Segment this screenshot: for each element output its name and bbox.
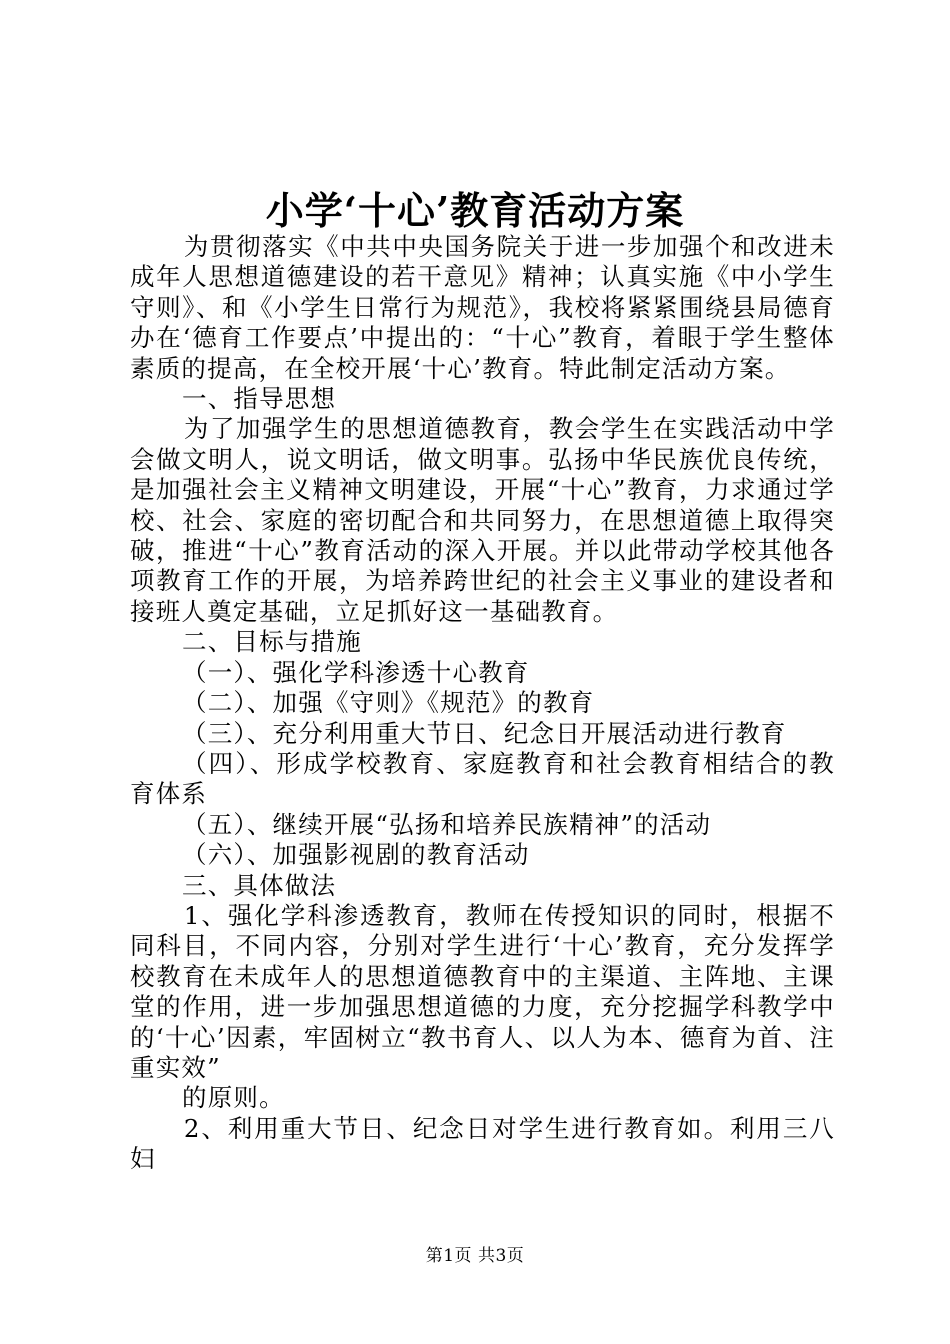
measure-item-4: （四）、形成学校教育、家庭教育和社会教育相结合的教育体系 — [130, 748, 835, 809]
measure-item-6: （六）、加强影视剧的教育活动 — [182, 840, 530, 870]
method-paragraph-2: 2、利用重大节日、纪念日对学生进行教育如。利用三八妇 — [130, 1113, 835, 1174]
section-heading-goals-measures: 二、目标与措施 — [182, 627, 362, 657]
measure-item-2: （二）、加强《守则》《规范》的教育 — [182, 688, 595, 718]
method-paragraph-1-tail: 的原则。 — [182, 1083, 285, 1113]
document-body — [130, 232, 835, 1175]
page-number-footer: 第1页 共3页 — [425, 1246, 525, 1266]
method-paragraph-1: 1、强化学科渗透教育，教师在传授知识的同时，根据不同科目，不同内容，分别对学生进行‘十心’教育，充分发挥学校教育在未成年人的思想道德教育中的主渠道、主阵地、主课堂的作用，进一步加强思想道德的力度，充分挖掘学科教学中的‘十心’因素，牢固树立“教书育人、以人为本、德育为首、注重实效” — [130, 900, 835, 1082]
measure-item-1: （一）、强化学科渗透十心教育 — [182, 657, 530, 687]
measure-item-5: （五）、继续开展“弘扬和培养民族精神”的活动 — [182, 809, 712, 839]
section-heading-guiding-ideology: 一、指导思想 — [182, 384, 337, 414]
guiding-ideology-paragraph: 为了加强学生的思想道德教育，教会学生在实践活动中学会做文明人，说文明话，做文明事。弘扬中华民族优良传统，是加强社会主义精神文明建设，开展“十心”教育，力求通过学校、社会、家庭的密切配合和共同努力，在思想道德上取得突破，推进“十心”教育活动的深入开展。并以此带动学校其他各项教育工作的开展，为培养跨世纪的社会主义事业的建设者和接班人奠定基础，立足抓好这一基础教育。 — [130, 414, 835, 626]
document-title: 小学‘十心’教育活动方案 — [265, 188, 685, 233]
section-heading-specific-methods: 三、具体做法 — [182, 870, 337, 900]
measure-item-3: （三）、充分利用重大节日、纪念日开展活动进行教育 — [182, 718, 787, 748]
intro-paragraph: 为贯彻落实《中共中央国务院关于进一步加强个和改进未成年人思想道德建设的若干意见》精神；认真实施《中小学生守则》、和《小学生日常行为规范》，我校将紧紧围绕县局德育办在‘德育工作要点’中提出的：“十心”教育，着眼于学生整体素质的提高，在全校开展‘十心’教育。特此制定活动方案。 — [130, 232, 835, 383]
